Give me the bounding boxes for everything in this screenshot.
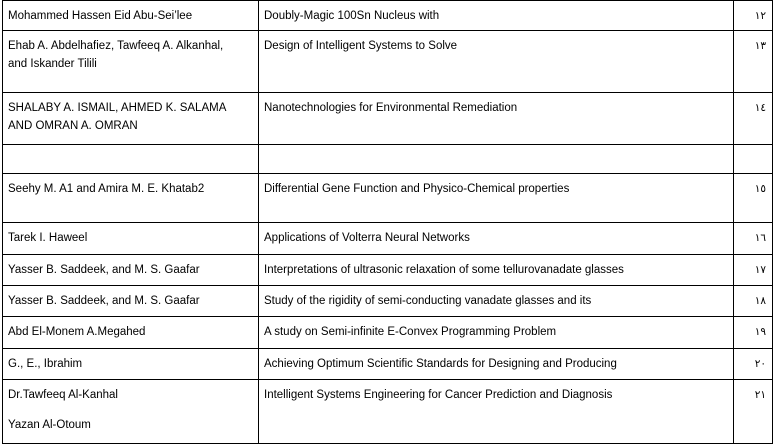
- publications-table: [2, 0, 773, 444]
- table-row: [3, 317, 773, 349]
- table-row: [3, 93, 773, 145]
- author-line: Ehab A. Abdelhafiez, Tawfeeq A. Alkanhal,: [8, 40, 224, 52]
- authors-cell: [3, 145, 259, 174]
- authors-cell: [3, 223, 259, 255]
- authors-cell: [3, 255, 259, 286]
- row-number: ٢١: [734, 380, 773, 444]
- title-cell: Nanotechnologies for Environmental Remediation: [259, 93, 734, 145]
- table-row: [3, 31, 773, 93]
- row-number: [734, 145, 773, 174]
- title-cell: Achieving Optimum Scientific Standards for Designing and Producing: [259, 349, 734, 380]
- title-cell: Applications of Volterra Neural Networks: [259, 223, 734, 255]
- author-line: Yasser B. Saddeek, and M. S. Gaafar: [8, 295, 200, 307]
- row-number: ١٣: [734, 31, 773, 93]
- authors-cell: [3, 286, 259, 317]
- author-line: and Iskander Tilili: [8, 58, 97, 70]
- title-cell: Design of Intelligent Systems to Solve: [259, 31, 734, 93]
- row-number: ٢٠: [734, 349, 773, 380]
- title-cell: Differential Gene Function and Physico-Chemical properties: [259, 174, 734, 223]
- author-line: Seehy M. A1 and Amira M. E. Khatab2: [8, 183, 205, 195]
- title-cell: Study of the rigidity of semi-conducting vanadate glasses and its: [259, 286, 734, 317]
- author-line: Mohammed Hassen Eid Abu-Sei’lee: [8, 10, 193, 22]
- author-line: Yasser B. Saddeek, and M. S. Gaafar: [8, 264, 200, 276]
- table-row: [3, 223, 773, 255]
- authors-cell: [3, 1, 259, 31]
- authors-cell: [3, 380, 259, 444]
- title-cell: A study on Semi-infinite E-Convex Programming Problem: [259, 317, 734, 349]
- authors-cell: [3, 349, 259, 380]
- table-row-empty: [3, 145, 773, 174]
- authors-cell: [3, 31, 259, 93]
- author-line: SHALABY A. ISMAIL, AHMED K. SALAMA: [8, 102, 227, 114]
- row-number: ١٨: [734, 286, 773, 317]
- author-line: Tarek I. Haweel: [8, 232, 88, 244]
- table-row: [3, 349, 773, 380]
- title-cell: [259, 145, 734, 174]
- row-number: ١٥: [734, 174, 773, 223]
- author-line: Abd El-Monem A.Megahed: [8, 326, 146, 338]
- author-line: Yazan Al-Otoum: [8, 419, 91, 431]
- title-cell: Interpretations of ultrasonic relaxation of some tellurovanadate glasses: [259, 255, 734, 286]
- authors-cell: [3, 93, 259, 145]
- table-row: [3, 286, 773, 317]
- row-number: ١٧: [734, 255, 773, 286]
- table-row: [3, 174, 773, 223]
- author-line: AND OMRAN A. OMRAN: [8, 120, 138, 132]
- author-line: Dr.Tawfeeq Al-Kanhal: [8, 389, 118, 401]
- title-cell: Doubly-Magic 100Sn Nucleus with: [259, 1, 734, 31]
- table-row: [3, 1, 773, 31]
- row-number: ١٩: [734, 317, 773, 349]
- row-number: ١٢: [734, 1, 773, 31]
- row-number: ١٤: [734, 93, 773, 145]
- table-row: [3, 380, 773, 444]
- title-cell: Intelligent Systems Engineering for Cancer Prediction and Diagnosis: [259, 380, 734, 444]
- table-row: [3, 255, 773, 286]
- authors-cell: [3, 317, 259, 349]
- author-line: G., E., Ibrahim: [8, 358, 83, 370]
- authors-cell: [3, 174, 259, 223]
- row-number: ١٦: [734, 223, 773, 255]
